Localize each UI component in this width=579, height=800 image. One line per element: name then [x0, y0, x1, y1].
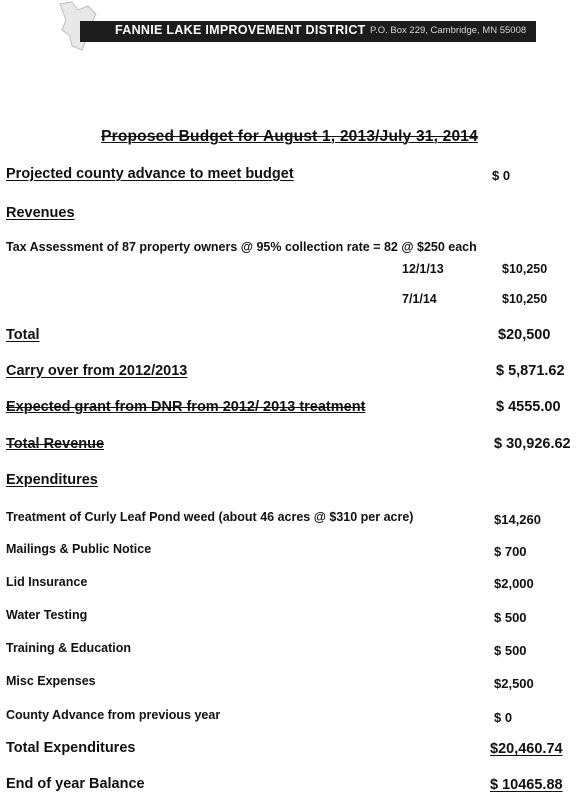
county-advance-label: Projected county advance to meet budget [6, 166, 294, 182]
expense-label: Misc Expenses [6, 674, 96, 688]
expenditures-heading: Expenditures [6, 472, 98, 488]
total-revenue-amount: $ 30,926.62 [494, 436, 571, 452]
expense-amount: $14,260 [494, 512, 541, 527]
expense-label: Mailings & Public Notice [6, 542, 152, 556]
total-expenditures-label: Total Expenditures [6, 740, 136, 756]
assessment-note: Tax Assessment of 87 property owners @ 95% collection rate = 82 @ $250 each [6, 240, 477, 254]
installment-date: 7/1/14 [402, 292, 437, 306]
expense-amount: $2,500 [494, 676, 534, 691]
page-title: Proposed Budget for August 1, 2013/July 31, 2014 [101, 128, 478, 145]
expense-label: County Advance from previous year [6, 708, 221, 722]
installment-amount: $10,250 [502, 262, 548, 276]
org-address: P.O. Box 229, Cambridge, MN 55008 [370, 25, 527, 36]
carry-over-amount: $ 5,871.62 [496, 363, 565, 379]
expense-label: Water Testing [6, 608, 88, 622]
total-revenue-label: Total Revenue [6, 436, 105, 452]
grant-label: Expected grant from DNR from 2012/ 2013 treatment [6, 399, 366, 415]
grant-amount: $ 4555.00 [496, 399, 561, 415]
org-name: FANNIE LAKE IMPROVEMENT DISTRICT [115, 23, 366, 37]
expense-amount: $ 700 [494, 544, 527, 559]
county-advance-amount: $ 0 [492, 168, 511, 183]
carry-over-label: Carry over from 2012/2013 [6, 363, 188, 379]
revenues-heading: Revenues [6, 205, 75, 221]
end-balance-amount: $ 10465.88 [490, 777, 563, 793]
total-amount: $20,500 [498, 327, 551, 343]
installment-amount: $10,250 [502, 292, 548, 306]
expense-amount: $2,000 [494, 576, 534, 591]
expense-amount: $ 500 [494, 643, 527, 658]
expense-label: Treatment of Curly Leaf Pond weed (about 46 acres @ $310 per acre) [6, 510, 414, 524]
end-balance-label: End of year Balance [6, 776, 145, 792]
installment-date: 12/1/13 [402, 262, 444, 276]
total-expenditures-amount: $20,460.74 [490, 741, 563, 757]
expense-amount: $ 0 [494, 710, 513, 725]
expense-label: Lid Insurance [6, 575, 88, 589]
expense-amount: $ 500 [494, 610, 527, 625]
total-label: Total [6, 327, 40, 343]
expense-label: Training & Education [6, 641, 132, 655]
